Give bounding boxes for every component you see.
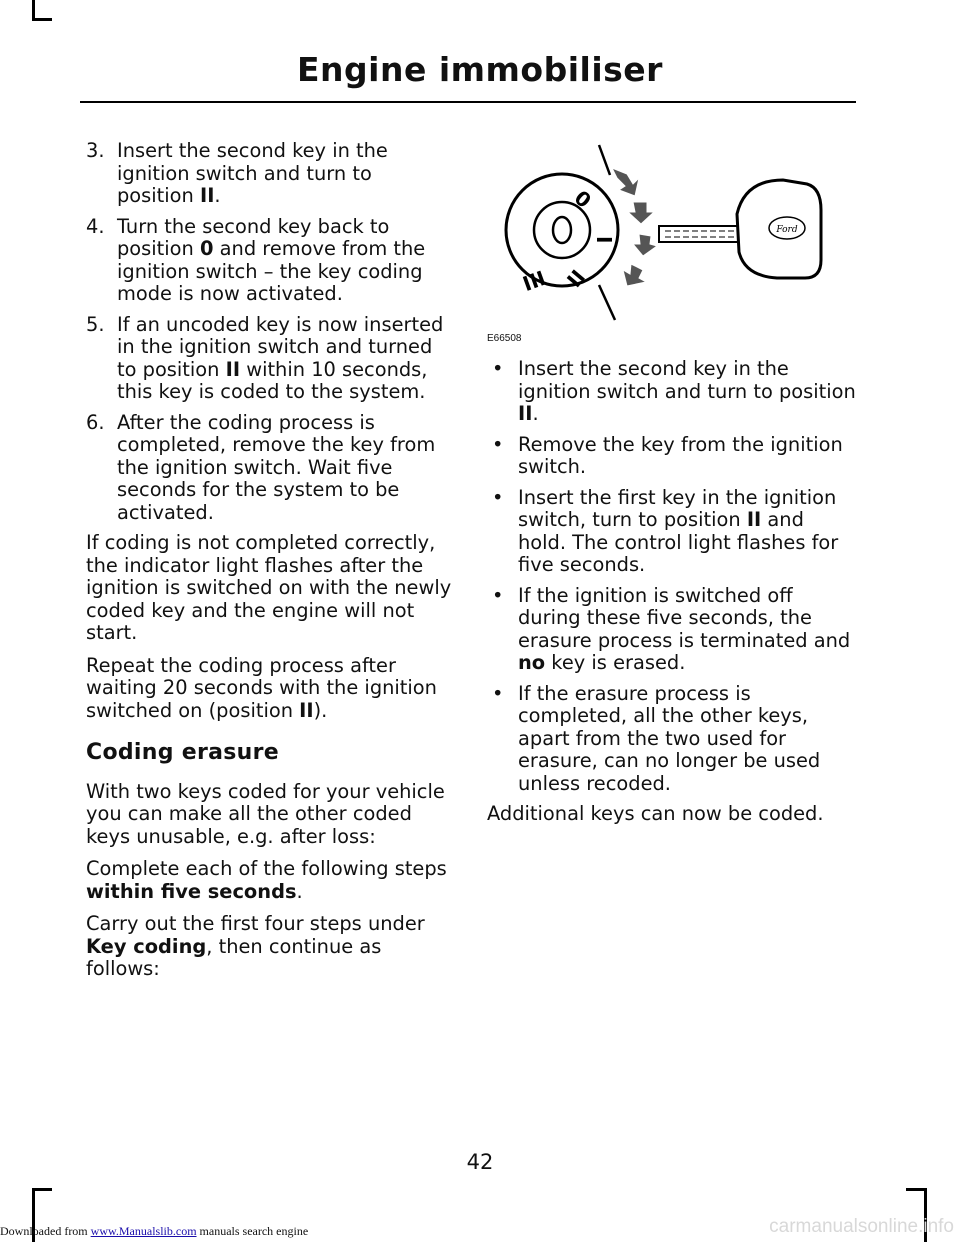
step-number: 6. [86, 410, 105, 434]
bullet-bold: II [518, 402, 533, 425]
bullet-item [487, 585, 857, 675]
step-bold: II [225, 357, 241, 381]
step-item [86, 216, 452, 306]
watermark: carmanualsonline.info [769, 1216, 954, 1237]
paragraph-carry-out [86, 913, 452, 981]
paragraph-within-five-seconds [86, 858, 452, 903]
bullet-bold: no [518, 651, 546, 674]
bullet-icon: • [492, 357, 504, 380]
bullet-icon: • [492, 583, 504, 607]
step-text: After the coding process is completed, remove the key from the ignition switch. Wait five seconds for the system to be activated. [117, 410, 436, 524]
step-item [86, 140, 452, 208]
position-II-label: II [561, 264, 590, 292]
step-text: If an uncoded key is now inserted in the ignition switch and turned to position [117, 312, 444, 381]
figure-code: E66508 [487, 333, 522, 344]
closing-paragraph: Additional keys can now be coded. [487, 802, 824, 825]
bullet-text: Remove the key from the ignition switch. [518, 432, 843, 478]
left-column [86, 140, 452, 991]
section-heading: Coding erasure [86, 740, 279, 765]
bullet-item [487, 683, 857, 796]
right-column [487, 140, 857, 836]
crop-mark-top-left [32, 18, 52, 21]
step-bold: 0 [199, 237, 214, 260]
key-icon [659, 180, 821, 278]
step-bold: II [199, 184, 215, 207]
bullet-text: Insert the second key in the ignition switch and turn to position [518, 357, 856, 403]
paragraph-text-end: . [296, 879, 303, 903]
bullet-text-end: and hold. The control light flashes for five seconds. [518, 508, 839, 576]
position-III-label: III [519, 265, 549, 296]
step-text: Insert the second key in the ignition switch and turn to position [117, 139, 388, 207]
step-text-end: . [214, 184, 221, 207]
crop-mark-bottom-left [32, 1188, 52, 1191]
ford-logo: Ford [776, 225, 798, 235]
bullet-text: If the erasure process is completed, all the other keys, apart from the two used for erasure, can no longer be used unless recoded. [518, 681, 821, 795]
bullet-item [487, 487, 857, 577]
step-number: 3. [86, 139, 105, 162]
footer-prefix: Downloaded from [0, 1224, 91, 1238]
position-0-label: 0 [569, 185, 596, 213]
paragraph-text: Carry out the first four steps under [86, 912, 425, 935]
bullet-icon: • [492, 485, 504, 509]
paragraph-bold: II [299, 698, 314, 722]
page-title: Engine immobiliser [297, 50, 663, 89]
bullet-text: Insert the first key in the ignition switch, turn to position [518, 485, 837, 531]
manualslib-link[interactable]: www.Manualslib.com [90, 1224, 197, 1238]
paragraph-text-end: , then continue as follows: [86, 934, 382, 980]
download-footer [0, 1224, 308, 1239]
footer-suffix: manuals search engine [196, 1224, 309, 1238]
crop-mark-top-left [32, 0, 35, 20]
paragraph-coding-failure: If coding is not completed correctly, the indicator light flashes after the ignition is switched on with the newly coded key and the engine will not start. [86, 531, 452, 644]
bullet-text-end: . [532, 402, 539, 425]
bullet-icon: • [492, 681, 504, 705]
step-item [86, 314, 452, 404]
paragraph-text-end: ). [313, 698, 328, 722]
bullet-text: If the ignition is switched off during these five seconds, the erasure process is terminated and [518, 583, 851, 652]
paragraph-bold: Key coding [86, 934, 207, 958]
bullet-item [487, 358, 857, 426]
bullet-bold: II [746, 508, 762, 531]
paragraph-text: Complete each of the following steps [86, 857, 447, 880]
reference-line-bottom [599, 285, 615, 320]
step-item [86, 412, 452, 525]
bullet-item [487, 434, 857, 479]
title-rule [80, 101, 856, 103]
bullet-text-end: key is erased. [545, 651, 686, 674]
paragraph-repeat-coding [86, 655, 452, 723]
step-text: Turn the second key back to position [117, 214, 390, 260]
step-number: 5. [86, 312, 105, 336]
page-number: 42 [466, 1150, 494, 1174]
keyhole-icon [553, 217, 571, 243]
step-text-end: and remove from the ignition switch – the key coding mode is now activated. [117, 237, 426, 305]
paragraph-erasure-intro: With two keys coded for your vehicle you can make all the other coded keys unusable, e.g. after loss: [86, 779, 445, 848]
ignition-switch-illustration [487, 140, 857, 340]
lock-outer-ring [506, 174, 618, 286]
step-text-end: within 10 seconds, this key is coded to the system. [117, 357, 428, 403]
paragraph-text: Repeat the coding process after waiting 20 seconds with the ignition switched on (position [86, 653, 437, 722]
reference-line-top [599, 145, 610, 175]
step-number: 4. [86, 214, 105, 238]
paragraph-bold: within five seconds [86, 879, 297, 903]
position-I-label: I [592, 236, 616, 244]
bullet-icon: • [492, 432, 504, 456]
crop-mark-bottom-right [906, 1188, 926, 1191]
ignition-key-figure [487, 140, 857, 344]
